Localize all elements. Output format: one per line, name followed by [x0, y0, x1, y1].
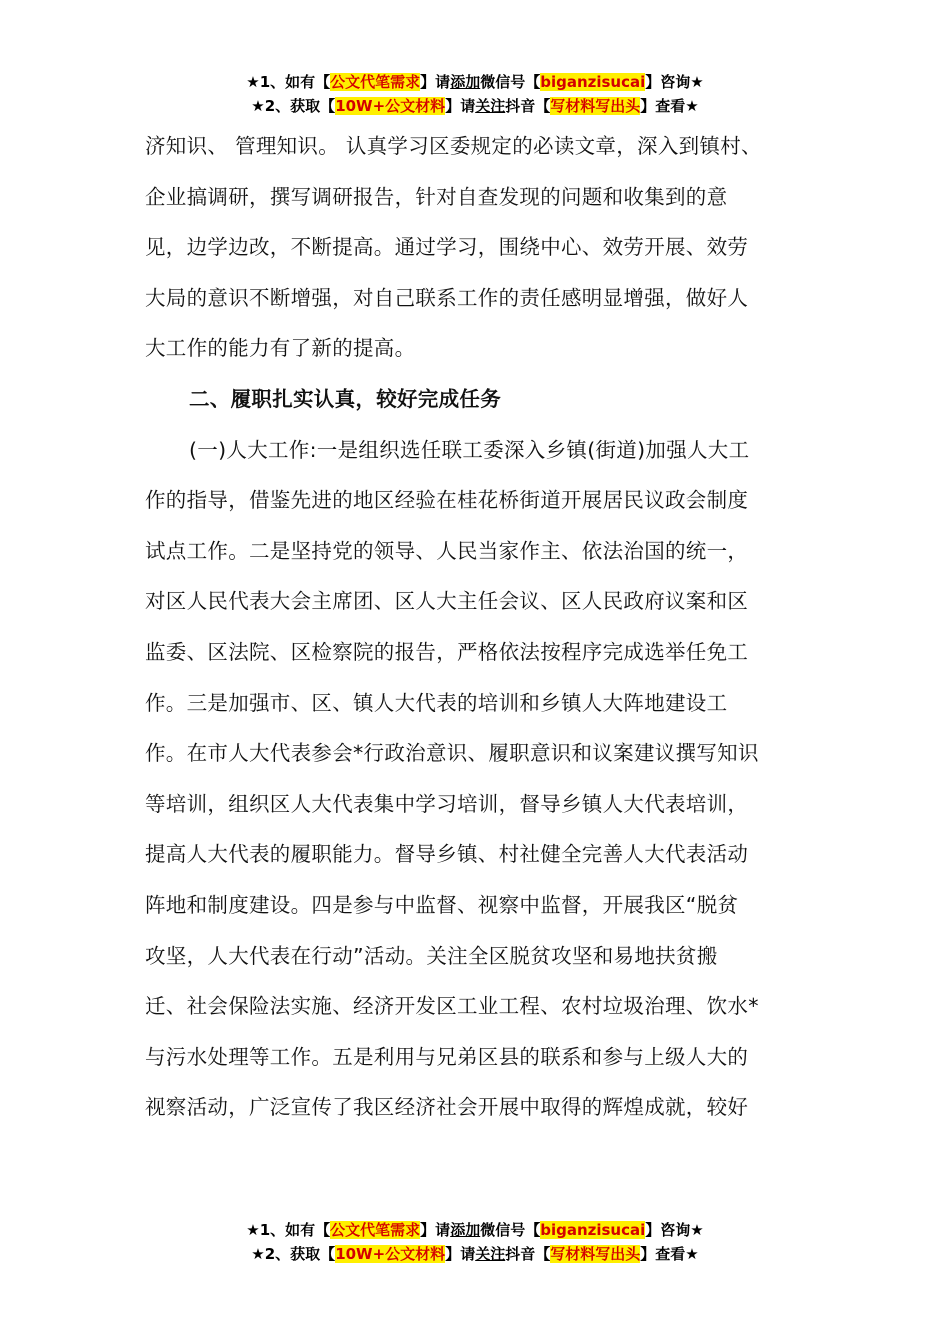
- banner-1-mid: 】请: [420, 73, 451, 91]
- banner-2-prefix: ★2、获取【: [251, 97, 336, 115]
- banner-1-highlight-service: 公文代笔需求: [330, 73, 421, 91]
- body-line: 视察活动，广泛宣传了我区经济社会开展中取得的辉煌成就，较好: [145, 1095, 749, 1120]
- body-line: 大局的意识不断增强，对自己联系工作的责任感明显增强，做好人: [145, 285, 749, 310]
- banner-2-mid2: 抖音【: [505, 97, 551, 115]
- body-line: 等培训，组织区人大代表集中学习培训，督导乡镇人大代表培训，: [145, 791, 749, 816]
- body-line: 提高人大代表的履职能力。督导乡镇、村社健全完善人大代表活动: [145, 842, 749, 867]
- banner-2-prefix: ★2、获取【: [251, 1245, 336, 1263]
- body-line: 与污水处理等工作。五是利用与兄弟区县的联系和参与上级人大的: [145, 1044, 749, 1069]
- banner-line-2: [0, 1242, 950, 1266]
- banner-2-underlined: 关注: [475, 1245, 506, 1263]
- body-line: 济知识、 管理知识。 认真学习区委规定的必读文章，深入到镇村、: [145, 134, 762, 158]
- banner-1-underlined: 添加: [450, 1221, 481, 1239]
- banner-1-suffix: 】咨询★: [645, 73, 704, 91]
- body-line: 试点工作。二是坚持党的领导、人民当家作主、依法治国的统一，: [145, 538, 749, 563]
- banner-2-highlight-douyin: 写材料写出头: [550, 1245, 641, 1263]
- banner-2-suffix: 】查看★: [640, 97, 699, 115]
- banner-2-mid: 】请: [445, 97, 476, 115]
- banner-1-underlined: 添加: [450, 73, 481, 91]
- banner-1-prefix: ★1、如有【: [246, 73, 331, 91]
- section-heading: 二、履职扎实认真，较好完成任务: [189, 386, 501, 411]
- body-line: 作的指导，借鉴先进的地区经验在桂花桥街道开展居民议政会制度: [145, 488, 749, 513]
- banner-1-highlight-wechat: biganzisucai: [540, 73, 646, 91]
- body-line: 企业搞调研，撰写调研报告，针对自查发现的问题和收集到的意: [145, 184, 728, 209]
- body-line: 监委、区法院、区检察院的报告，严格依法按程序完成选举任免工: [145, 639, 749, 664]
- banner-2-mid: 】请: [445, 1245, 476, 1263]
- body-line: 对区人民代表大会主席团、区人大主任会议、区人民政府议案和区: [145, 589, 749, 614]
- body-line: 作。在市人大代表参会*行政治意识、履职意识和议案建议撰写知识: [145, 741, 759, 766]
- banner-line-1: [0, 1218, 950, 1242]
- header-banner: [0, 70, 950, 118]
- body-line: 攻坚，人大代表在行动”活动。关注全区脱贫攻坚和易地扶贫搬: [145, 943, 718, 968]
- banner-line-1: [0, 70, 950, 94]
- banner-1-highlight-service: 公文代笔需求: [330, 1221, 421, 1239]
- body-line: 作。三是加强市、区、镇人大代表的培训和乡镇人大阵地建设工: [145, 690, 728, 715]
- body-line: 阵地和制度建设。四是参与中监督、视察中监督，开展我区“脱贫: [145, 892, 739, 917]
- banner-1-mid2: 微信号【: [480, 1221, 541, 1239]
- banner-1-mid: 】请: [420, 1221, 451, 1239]
- banner-1-suffix: 】咨询★: [645, 1221, 704, 1239]
- banner-2-highlight-douyin: 写材料写出头: [550, 97, 641, 115]
- banner-1-mid2: 微信号【: [480, 73, 541, 91]
- banner-2-highlight-materials: 10W+公文材料: [335, 1245, 446, 1263]
- banner-line-2: [0, 94, 950, 118]
- banner-1-prefix: ★1、如有【: [246, 1221, 331, 1239]
- banner-2-underlined: 关注: [475, 97, 506, 115]
- body-line: 大工作的能力有了新的提高。: [145, 336, 416, 361]
- body-line: 见，边学边改，不断提高。通过学习，围绕中心、效劳开展、效劳: [145, 235, 749, 260]
- banner-2-mid2: 抖音【: [505, 1245, 551, 1263]
- banner-2-suffix: 】查看★: [640, 1245, 699, 1263]
- banner-1-highlight-wechat: biganzisucai: [540, 1221, 646, 1239]
- body-line: (一)人大工作:一是组织选任联工委深入乡镇(街道)加强人大工: [189, 437, 750, 462]
- body-line: 迁、社会保险法实施、经济开发区工业工程、农村垃圾治理、饮水*: [145, 994, 759, 1019]
- footer-banner: [0, 1218, 950, 1266]
- document-body: [145, 121, 810, 1133]
- banner-2-highlight-materials: 10W+公文材料: [335, 97, 446, 115]
